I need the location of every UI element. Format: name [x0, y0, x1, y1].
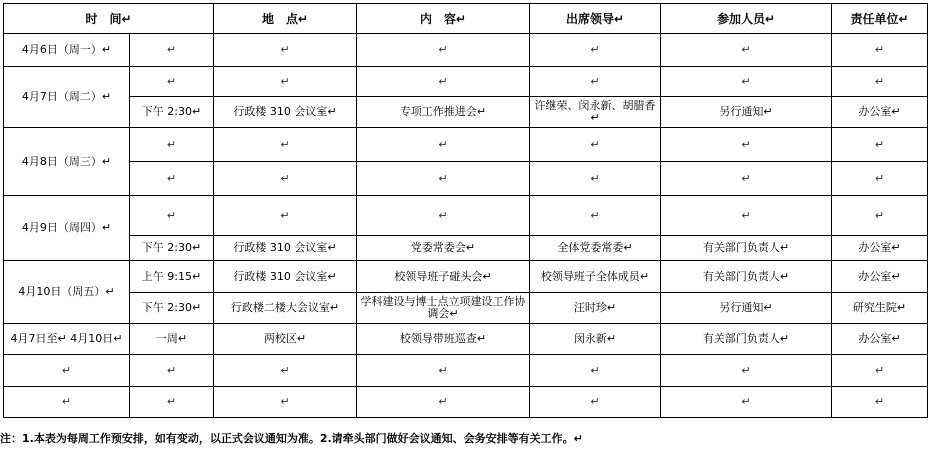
empty-cell: ↵: [530, 387, 661, 418]
empty-cell: ↵: [530, 196, 661, 236]
empty-cell: ↵: [357, 355, 530, 387]
empty-cell: ↵: [214, 128, 357, 162]
content-cell: 学科建设与博士点立项建设工作协调会↵: [357, 293, 530, 324]
empty-cell: ↵: [357, 128, 530, 162]
table-row: [4, 293, 928, 324]
empty-cell: ↵: [214, 196, 357, 236]
unit-cell: 办公室↵: [832, 236, 928, 261]
unit-cell: 办公室↵: [832, 324, 928, 355]
weekly-schedule-table: [3, 3, 928, 418]
header-content: 内 容↵: [357, 4, 530, 34]
location-cell: 两校区↵: [214, 324, 357, 355]
table-row: [4, 355, 928, 387]
time-cell: 下午 2:30↵: [130, 97, 214, 128]
table-header-row: [4, 4, 928, 34]
leaders-cell: 全体党委常委↵: [530, 236, 661, 261]
unit-cell: 办公室↵: [832, 261, 928, 293]
table-row: [4, 34, 928, 67]
empty-cell: ↵: [661, 355, 832, 387]
leaders-cell: 闵永新↵: [530, 324, 661, 355]
empty-cell: ↵: [357, 162, 530, 196]
empty-cell: ↵: [832, 34, 928, 67]
empty-cell: ↵: [4, 355, 130, 387]
participants-cell: 有关部门负责人↵: [661, 324, 832, 355]
header-unit: 责任单位↵: [832, 4, 928, 34]
table-row: [4, 67, 928, 97]
day-label: 4月7日（周二）↵: [4, 67, 130, 128]
time-cell: 下午 2:30↵: [130, 293, 214, 324]
empty-cell: ↵: [130, 387, 214, 418]
empty-cell: ↵: [4, 387, 130, 418]
table-row: [4, 261, 928, 293]
empty-cell: ↵: [130, 128, 214, 162]
leaders-cell: 许继荣、闵永新、胡腊香↵: [530, 97, 661, 128]
empty-cell: ↵: [357, 196, 530, 236]
empty-cell: ↵: [661, 34, 832, 67]
table-row: [4, 97, 928, 128]
empty-cell: ↵: [832, 128, 928, 162]
table-row: [4, 128, 928, 162]
table-row: [4, 162, 928, 196]
empty-cell: ↵: [530, 34, 661, 67]
empty-cell: ↵: [661, 387, 832, 418]
time-cell: 一周↵: [130, 324, 214, 355]
day-label: 4月6日（周一）↵: [4, 34, 130, 67]
empty-cell: ↵: [357, 67, 530, 97]
empty-cell: ↵: [661, 196, 832, 236]
empty-cell: ↵: [214, 67, 357, 97]
day-label: 4月10日（周五）↵: [4, 261, 130, 324]
day-label: 4月7日至↵ 4月10日↵: [4, 324, 130, 355]
participants-cell: 另行通知↵: [661, 293, 832, 324]
empty-cell: ↵: [832, 162, 928, 196]
location-cell: 行政楼 310 会议室↵: [214, 97, 357, 128]
unit-cell: 办公室↵: [832, 97, 928, 128]
day-label: 4月8日（周三）↵: [4, 128, 130, 196]
empty-cell: ↵: [357, 34, 530, 67]
empty-cell: ↵: [530, 67, 661, 97]
header-leaders: 出席领导↵: [530, 4, 661, 34]
header-location: 地 点↵: [214, 4, 357, 34]
empty-cell: ↵: [130, 355, 214, 387]
empty-cell: ↵: [832, 67, 928, 97]
time-cell: 上午 9:15↵: [130, 261, 214, 293]
empty-cell: ↵: [530, 355, 661, 387]
empty-cell: ↵: [832, 387, 928, 418]
empty-cell: ↵: [130, 67, 214, 97]
unit-cell: 研究生院↵: [832, 293, 928, 324]
footnote: 注：1.本表为每周工作预安排，如有变动，以正式会议通知为准。2.请牵头部门做好会议通知、会务安排等有关工作。↵: [0, 432, 583, 445]
leaders-cell: 汪时珍↵: [530, 293, 661, 324]
empty-cell: ↵: [832, 196, 928, 236]
time-cell: 下午 2:30↵: [130, 236, 214, 261]
content-cell: 校领导班子碰头会↵: [357, 261, 530, 293]
content-cell: 党委常委会↵: [357, 236, 530, 261]
location-cell: 行政楼 310 会议室↵: [214, 236, 357, 261]
table-row: [4, 236, 928, 261]
empty-cell: ↵: [661, 128, 832, 162]
content-cell: 校领导带班巡查↵: [357, 324, 530, 355]
day-label: 4月9日（周四）↵: [4, 196, 130, 261]
empty-cell: ↵: [661, 162, 832, 196]
header-time: 时 间↵: [4, 4, 214, 34]
empty-cell: ↵: [357, 387, 530, 418]
participants-cell: 另行通知↵: [661, 97, 832, 128]
empty-cell: ↵: [214, 34, 357, 67]
empty-cell: ↵: [530, 128, 661, 162]
empty-cell: ↵: [214, 355, 357, 387]
empty-cell: ↵: [130, 196, 214, 236]
header-participants: 参加人员↵: [661, 4, 832, 34]
empty-cell: ↵: [130, 162, 214, 196]
empty-cell: ↵: [832, 355, 928, 387]
participants-cell: 有关部门负责人↵: [661, 236, 832, 261]
leaders-cell: 校领导班子全体成员↵: [530, 261, 661, 293]
table-row: [4, 387, 928, 418]
location-cell: 行政楼二楼大会议室↵: [214, 293, 357, 324]
empty-cell: ↵: [530, 162, 661, 196]
table-row: [4, 196, 928, 236]
location-cell: 行政楼 310 会议室↵: [214, 261, 357, 293]
empty-cell: ↵: [214, 162, 357, 196]
empty-cell: ↵: [661, 67, 832, 97]
empty-cell: ↵: [130, 34, 214, 67]
table-row: [4, 324, 928, 355]
participants-cell: 有关部门负责人↵: [661, 261, 832, 293]
content-cell: 专项工作推进会↵: [357, 97, 530, 128]
empty-cell: ↵: [214, 387, 357, 418]
